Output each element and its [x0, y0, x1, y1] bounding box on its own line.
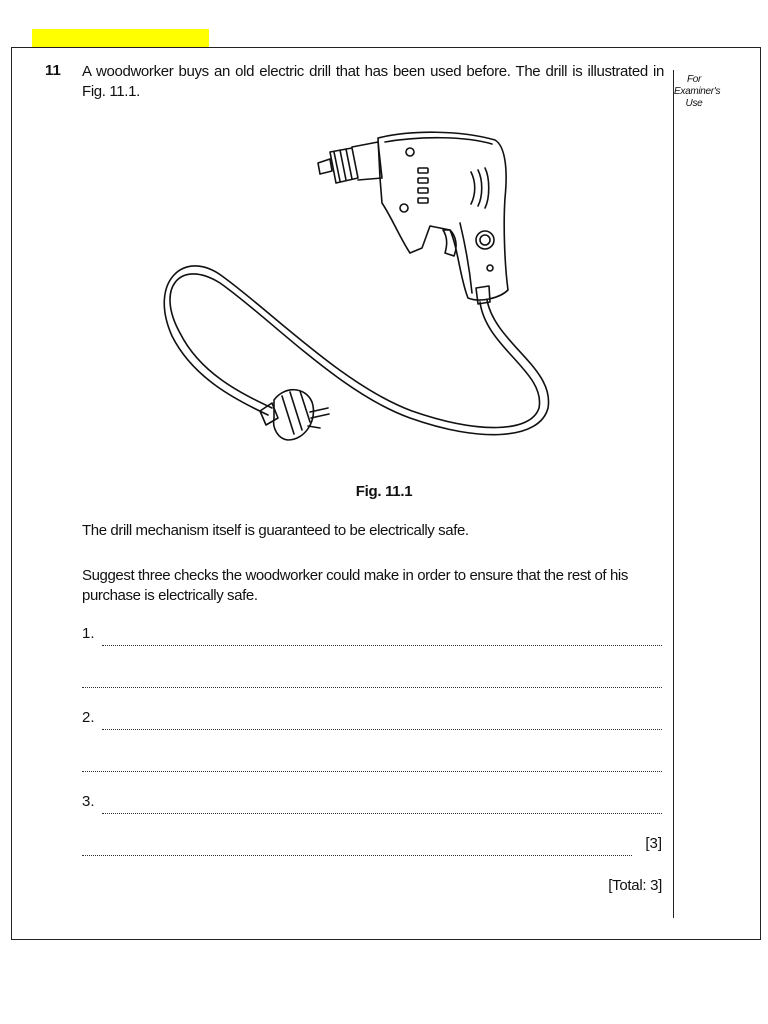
answer-line-1[interactable]	[82, 625, 662, 648]
question-intro-line1: A woodworker buys an old electric drill that has been used before. The drill is illustrated in	[82, 63, 664, 80]
answer-number-3: 3.	[82, 793, 95, 810]
answer-line-3b[interactable]	[82, 835, 662, 858]
examiner-label-line3: Use	[685, 98, 703, 109]
answer-number-2: 2.	[82, 709, 95, 726]
total-marks: [Total: 3]	[608, 877, 662, 894]
electric-drill-icon	[160, 128, 560, 453]
answer-dots-2	[102, 729, 662, 730]
highlight-bar	[32, 29, 209, 48]
answer-dots-1b	[82, 687, 662, 688]
answer-line-1b[interactable]	[82, 670, 662, 690]
answer-line-2[interactable]	[82, 709, 662, 732]
marks-label: [3]	[645, 835, 662, 852]
answer-dots-3b	[82, 855, 632, 856]
question-number: 11	[45, 62, 61, 79]
examiner-label-line1: For	[686, 74, 702, 85]
answer-number-1: 1.	[82, 625, 95, 642]
question-instruction: Suggest three checks the woodworker could make in order to ensure that the rest of his purchase is electrically safe.	[82, 567, 628, 604]
answer-line-2b[interactable]	[82, 754, 662, 774]
figure-caption: Fig. 11.1	[355, 483, 413, 500]
answer-line-3[interactable]	[82, 793, 662, 816]
safety-statement: The drill mechanism itself is guaranteed to be electrically safe.	[82, 522, 469, 539]
answer-dots-3	[102, 813, 662, 814]
examiner-use-label	[674, 74, 721, 110]
examiner-label-line2: Examiner's	[674, 86, 721, 97]
question-intro-line2: Fig. 11.1.	[82, 83, 140, 100]
question-intro	[82, 62, 664, 102]
answer-dots-1	[102, 645, 662, 646]
answer-dots-2b	[82, 771, 662, 772]
